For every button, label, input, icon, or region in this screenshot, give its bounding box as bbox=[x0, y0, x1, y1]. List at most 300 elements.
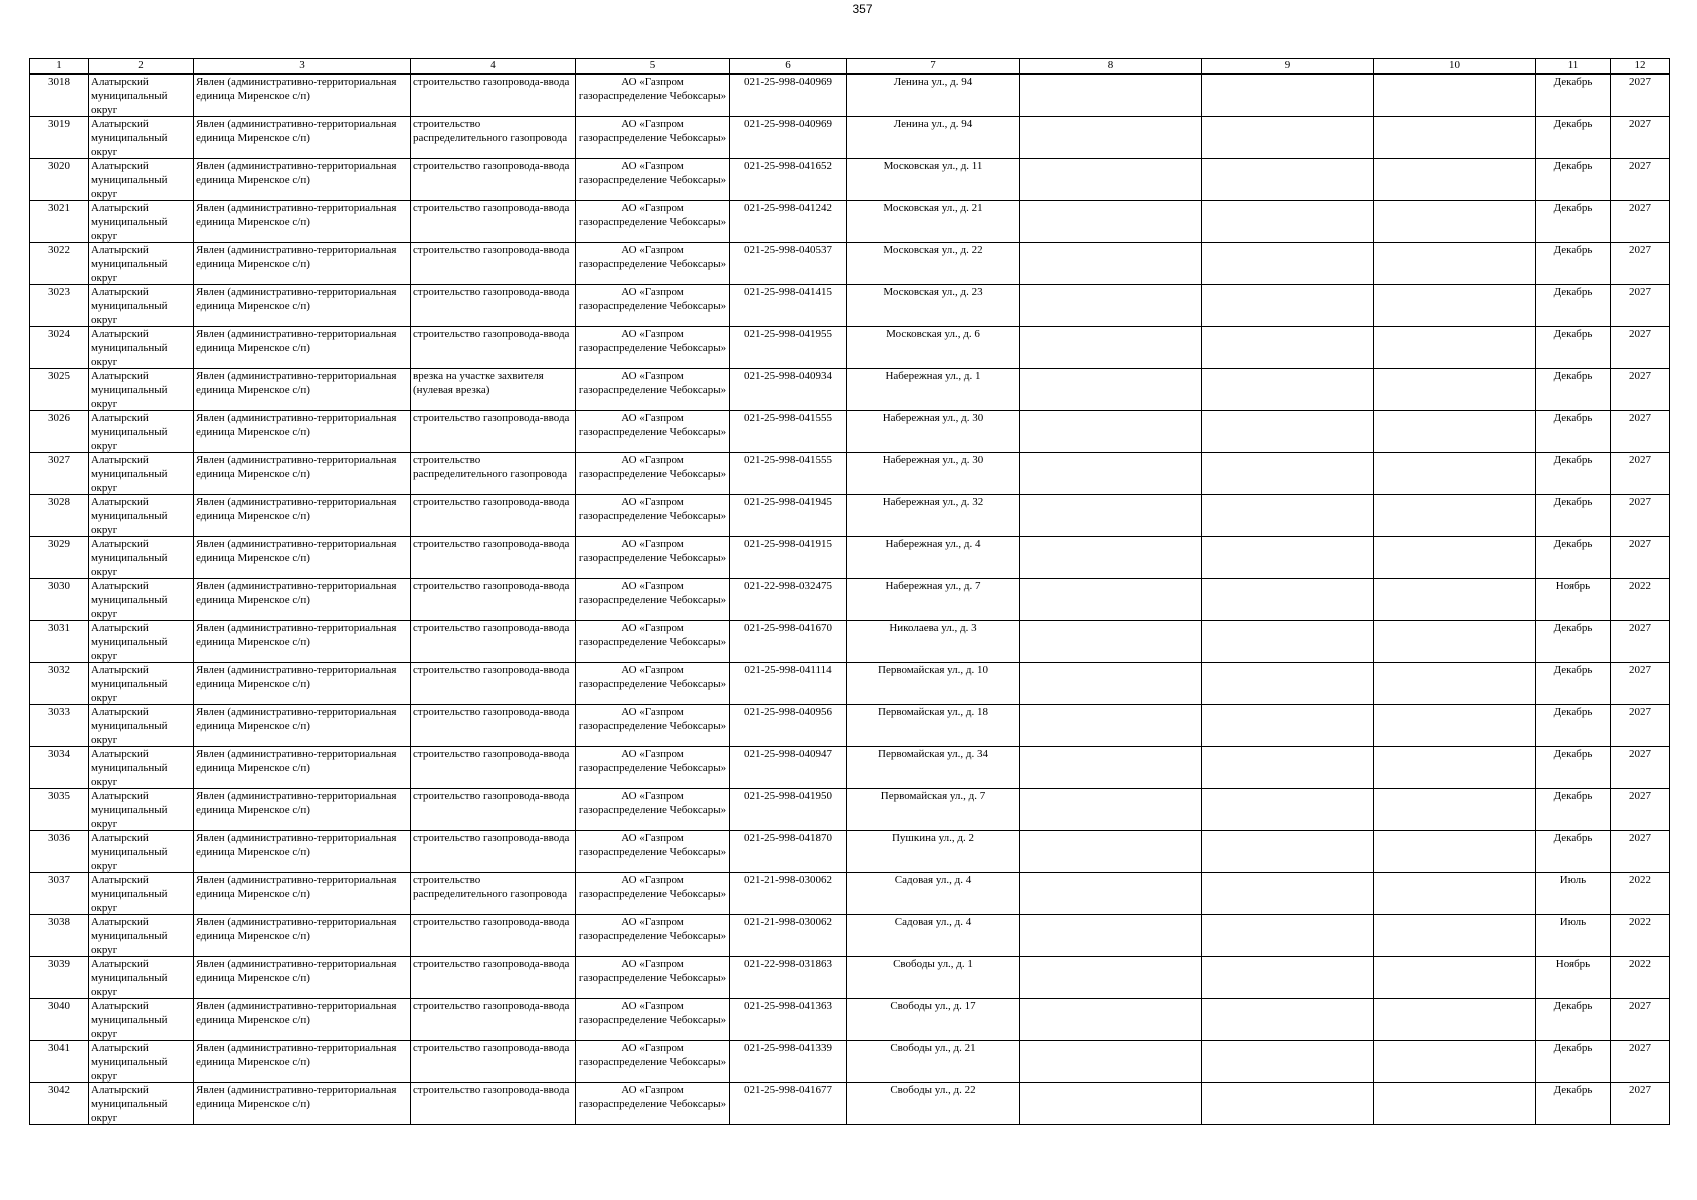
table-row bbox=[30, 495, 1670, 537]
address-cell bbox=[847, 369, 1020, 411]
year-cell bbox=[1611, 117, 1670, 159]
row-number-cell bbox=[30, 747, 89, 789]
column-10-cell bbox=[1374, 663, 1536, 705]
column-9-cell bbox=[1202, 957, 1374, 999]
row-number-cell bbox=[30, 453, 89, 495]
month-cell-text: Декабрь bbox=[1553, 790, 1593, 802]
column-10-cell bbox=[1374, 1041, 1536, 1083]
organization-cell-text: АО «Газпром газораспределение Чебоксары» bbox=[578, 664, 727, 690]
column-8-cell bbox=[1020, 495, 1202, 537]
settlement-cell bbox=[194, 663, 411, 705]
column-10-cell bbox=[1374, 159, 1536, 201]
month-cell bbox=[1536, 705, 1611, 747]
district-cell-text: Алатырский муниципальный округ bbox=[91, 160, 168, 200]
column-header: 6 bbox=[730, 59, 847, 75]
code-cell-text: 021-25-998-041652 bbox=[744, 160, 832, 172]
work-type-cell-text: строительство газопровода-ввода bbox=[413, 832, 570, 844]
month-cell bbox=[1536, 663, 1611, 705]
organization-cell-text: АО «Газпром газораспределение Чебоксары» bbox=[578, 916, 727, 942]
district-cell bbox=[89, 621, 194, 663]
work-type-cell-text: строительство газопровода-ввода bbox=[413, 748, 570, 760]
month-cell bbox=[1536, 159, 1611, 201]
work-type-cell bbox=[411, 285, 576, 327]
work-type-cell-text: строительство газопровода-ввода bbox=[413, 958, 570, 970]
address-cell-text: Первомайская ул., д. 7 bbox=[880, 790, 986, 802]
column-8-cell bbox=[1020, 74, 1202, 117]
year-cell bbox=[1611, 999, 1670, 1041]
settlement-cell bbox=[194, 537, 411, 579]
settlement-cell-text: Явлен (административно-территориальная единица Миренское с/п) bbox=[196, 328, 397, 354]
settlement-cell-text: Явлен (административно-территориальная единица Миренское с/п) bbox=[196, 706, 397, 732]
month-cell-text: Декабрь bbox=[1553, 1042, 1593, 1054]
work-type-cell bbox=[411, 201, 576, 243]
work-type-cell-text: строительство газопровода-ввода bbox=[413, 160, 570, 172]
column-9-cell bbox=[1202, 159, 1374, 201]
code-cell-text: 021-22-998-031863 bbox=[744, 958, 832, 970]
year-cell bbox=[1611, 243, 1670, 285]
organization-cell-text: АО «Газпром газораспределение Чебоксары» bbox=[578, 832, 727, 858]
work-type-cell-text: строительство газопровода-ввода bbox=[413, 1042, 570, 1054]
district-cell-text: Алатырский муниципальный округ bbox=[91, 118, 168, 158]
code-cell bbox=[730, 873, 847, 915]
table-row bbox=[30, 327, 1670, 369]
table-row bbox=[30, 621, 1670, 663]
year-cell bbox=[1611, 831, 1670, 873]
column-10-cell bbox=[1374, 369, 1536, 411]
address-cell-text: Набережная ул., д. 30 bbox=[882, 454, 984, 466]
column-9-cell bbox=[1202, 705, 1374, 747]
settlement-cell bbox=[194, 705, 411, 747]
address-cell bbox=[847, 74, 1020, 117]
work-type-cell bbox=[411, 873, 576, 915]
settlement-cell-text: Явлен (административно-территориальная единица Миренское с/п) bbox=[196, 1084, 397, 1110]
column-8-cell bbox=[1020, 789, 1202, 831]
work-type-cell-text: строительство газопровода-ввода bbox=[413, 202, 570, 214]
month-cell-text: Декабрь bbox=[1553, 286, 1593, 298]
column-9-cell bbox=[1202, 537, 1374, 579]
row-number-cell-text: 3034 bbox=[48, 748, 70, 760]
district-cell bbox=[89, 117, 194, 159]
column-header: 12 bbox=[1611, 59, 1670, 75]
work-type-cell-text: строительство газопровода-ввода bbox=[413, 790, 570, 802]
organization-cell bbox=[576, 1041, 730, 1083]
column-8-cell bbox=[1020, 999, 1202, 1041]
month-cell-text: Декабрь bbox=[1553, 118, 1593, 130]
code-cell-text: 021-25-998-041950 bbox=[744, 790, 832, 802]
organization-cell-text: АО «Газпром газораспределение Чебоксары» bbox=[578, 1000, 727, 1026]
table-row bbox=[30, 369, 1670, 411]
work-type-cell bbox=[411, 74, 576, 117]
work-type-cell bbox=[411, 579, 576, 621]
page-number: 357 bbox=[852, 2, 873, 16]
organization-cell bbox=[576, 453, 730, 495]
column-9-cell bbox=[1202, 369, 1374, 411]
work-type-cell-text: строительство газопровода-ввода bbox=[413, 286, 570, 298]
district-cell-text: Алатырский муниципальный округ bbox=[91, 790, 168, 830]
settlement-cell-text: Явлен (административно-территориальная единица Миренское с/п) bbox=[196, 244, 397, 270]
organization-cell-text: АО «Газпром газораспределение Чебоксары» bbox=[578, 622, 727, 648]
address-cell-text: Московская ул., д. 6 bbox=[886, 328, 980, 340]
code-cell bbox=[730, 285, 847, 327]
column-9-cell bbox=[1202, 495, 1374, 537]
row-number-cell-text: 3030 bbox=[48, 580, 70, 592]
district-cell-text: Алатырский муниципальный округ bbox=[91, 328, 168, 368]
work-type-cell bbox=[411, 705, 576, 747]
code-cell bbox=[730, 411, 847, 453]
column-header: 5 bbox=[576, 59, 730, 75]
month-cell-text: Декабрь bbox=[1553, 454, 1593, 466]
row-number-cell-text: 3018 bbox=[48, 76, 70, 88]
work-type-cell-text: строительство газопровода-ввода bbox=[413, 1084, 570, 1096]
column-9-cell bbox=[1202, 1041, 1374, 1083]
work-type-cell bbox=[411, 369, 576, 411]
table-row bbox=[30, 117, 1670, 159]
code-cell-text: 021-25-998-041955 bbox=[744, 328, 832, 340]
settlement-cell bbox=[194, 621, 411, 663]
district-cell-text: Алатырский муниципальный округ bbox=[91, 664, 168, 704]
code-cell-text: 021-25-998-040956 bbox=[744, 706, 832, 718]
year-cell-text: 2027 bbox=[1629, 454, 1651, 466]
work-type-cell bbox=[411, 663, 576, 705]
settlement-cell-text: Явлен (административно-территориальная единица Миренское с/п) bbox=[196, 1000, 397, 1026]
work-type-cell-text: строительство распределительного газопровода bbox=[413, 454, 568, 480]
district-cell-text: Алатырский муниципальный округ bbox=[91, 706, 168, 746]
settlement-cell-text: Явлен (административно-территориальная единица Миренское с/п) bbox=[196, 370, 397, 396]
code-cell bbox=[730, 243, 847, 285]
table-row bbox=[30, 1083, 1670, 1125]
work-type-cell bbox=[411, 789, 576, 831]
district-cell bbox=[89, 495, 194, 537]
table-row bbox=[30, 74, 1670, 117]
district-cell-text: Алатырский муниципальный округ bbox=[91, 496, 168, 536]
code-cell-text: 021-25-998-040537 bbox=[744, 244, 832, 256]
work-type-cell bbox=[411, 621, 576, 663]
column-header: 8 bbox=[1020, 59, 1202, 75]
row-number-cell-text: 3020 bbox=[48, 160, 70, 172]
table-row bbox=[30, 243, 1670, 285]
row-number-cell-text: 3037 bbox=[48, 874, 70, 886]
month-cell-text: Декабрь bbox=[1553, 622, 1593, 634]
address-cell-text: Московская ул., д. 21 bbox=[883, 202, 983, 214]
table-row bbox=[30, 873, 1670, 915]
district-cell-text: Алатырский муниципальный округ bbox=[91, 958, 168, 998]
year-cell-text: 2027 bbox=[1629, 664, 1651, 676]
month-cell-text: Июль bbox=[1559, 916, 1587, 928]
district-cell bbox=[89, 201, 194, 243]
work-type-cell-text: строительство распределительного газопровода bbox=[413, 118, 568, 144]
year-cell-text: 2027 bbox=[1629, 160, 1651, 172]
column-8-cell bbox=[1020, 1041, 1202, 1083]
address-cell-text: Ленина ул., д. 94 bbox=[893, 118, 973, 130]
month-cell-text: Декабрь bbox=[1553, 664, 1593, 676]
year-cell-text: 2027 bbox=[1629, 202, 1651, 214]
table-row bbox=[30, 285, 1670, 327]
column-header: 10 bbox=[1374, 59, 1536, 75]
year-cell-text: 2022 bbox=[1629, 916, 1651, 928]
organization-cell bbox=[576, 201, 730, 243]
row-number-cell-text: 3023 bbox=[48, 286, 70, 298]
column-10-cell bbox=[1374, 621, 1536, 663]
month-cell bbox=[1536, 117, 1611, 159]
column-10-cell bbox=[1374, 831, 1536, 873]
column-8-cell bbox=[1020, 411, 1202, 453]
year-cell bbox=[1611, 1083, 1670, 1125]
address-cell-text: Набережная ул., д. 1 bbox=[885, 370, 981, 382]
district-cell-text: Алатырский муниципальный округ bbox=[91, 916, 168, 956]
organization-cell bbox=[576, 285, 730, 327]
code-cell bbox=[730, 74, 847, 117]
column-10-cell bbox=[1374, 411, 1536, 453]
organization-cell bbox=[576, 537, 730, 579]
column-9-cell bbox=[1202, 621, 1374, 663]
month-cell bbox=[1536, 243, 1611, 285]
work-type-cell-text: строительство газопровода-ввода bbox=[413, 538, 570, 550]
table-row bbox=[30, 159, 1670, 201]
month-cell-text: Декабрь bbox=[1553, 412, 1593, 424]
address-cell-text: Свободы ул., д. 1 bbox=[893, 958, 973, 970]
settlement-cell-text: Явлен (административно-территориальная единица Миренское с/п) bbox=[196, 202, 397, 228]
address-cell bbox=[847, 327, 1020, 369]
column-header: 11 bbox=[1536, 59, 1611, 75]
district-cell bbox=[89, 453, 194, 495]
code-cell-text: 021-25-998-041242 bbox=[744, 202, 832, 214]
district-cell-text: Алатырский муниципальный округ bbox=[91, 76, 168, 116]
settlement-cell bbox=[194, 999, 411, 1041]
year-cell bbox=[1611, 453, 1670, 495]
year-cell-text: 2027 bbox=[1629, 328, 1651, 340]
organization-cell-text: АО «Газпром газораспределение Чебоксары» bbox=[578, 706, 727, 732]
settlement-cell bbox=[194, 327, 411, 369]
address-cell bbox=[847, 285, 1020, 327]
code-cell bbox=[730, 1083, 847, 1125]
code-cell-text: 021-21-998-030062 bbox=[744, 916, 832, 928]
work-type-cell bbox=[411, 1041, 576, 1083]
month-cell bbox=[1536, 999, 1611, 1041]
year-cell bbox=[1611, 915, 1670, 957]
address-cell bbox=[847, 453, 1020, 495]
year-cell bbox=[1611, 957, 1670, 999]
settlement-cell bbox=[194, 159, 411, 201]
column-header: 2 bbox=[89, 59, 194, 75]
row-number-cell-text: 3024 bbox=[48, 328, 70, 340]
organization-cell bbox=[576, 74, 730, 117]
organization-cell-text: АО «Газпром газораспределение Чебоксары» bbox=[578, 286, 727, 312]
settlement-cell-text: Явлен (административно-территориальная единица Миренское с/п) bbox=[196, 1042, 397, 1068]
column-8-cell bbox=[1020, 285, 1202, 327]
district-cell bbox=[89, 705, 194, 747]
settlement-cell bbox=[194, 873, 411, 915]
district-cell-text: Алатырский муниципальный округ bbox=[91, 244, 168, 284]
district-cell bbox=[89, 957, 194, 999]
code-cell-text: 021-25-998-040934 bbox=[744, 370, 832, 382]
code-cell bbox=[730, 915, 847, 957]
organization-cell bbox=[576, 243, 730, 285]
row-number-cell bbox=[30, 915, 89, 957]
row-number-cell-text: 3022 bbox=[48, 244, 70, 256]
organization-cell bbox=[576, 159, 730, 201]
settlement-cell bbox=[194, 579, 411, 621]
settlement-cell-text: Явлен (административно-территориальная единица Миренское с/п) bbox=[196, 958, 397, 984]
column-9-cell bbox=[1202, 873, 1374, 915]
year-cell-text: 2027 bbox=[1629, 286, 1651, 298]
code-cell bbox=[730, 159, 847, 201]
settlement-cell-text: Явлен (административно-территориальная единица Миренское с/п) bbox=[196, 832, 397, 858]
district-cell bbox=[89, 537, 194, 579]
district-cell bbox=[89, 789, 194, 831]
column-8-cell bbox=[1020, 537, 1202, 579]
address-cell bbox=[847, 789, 1020, 831]
address-cell-text: Первомайская ул., д. 18 bbox=[878, 706, 988, 718]
address-cell-text: Ленина ул., д. 94 bbox=[893, 76, 973, 88]
column-9-cell bbox=[1202, 663, 1374, 705]
year-cell bbox=[1611, 411, 1670, 453]
year-cell bbox=[1611, 1041, 1670, 1083]
month-cell-text: Декабрь bbox=[1553, 328, 1593, 340]
address-cell bbox=[847, 201, 1020, 243]
work-type-cell bbox=[411, 831, 576, 873]
work-type-cell bbox=[411, 747, 576, 789]
column-9-cell bbox=[1202, 453, 1374, 495]
column-10-cell bbox=[1374, 747, 1536, 789]
organization-cell bbox=[576, 705, 730, 747]
work-type-cell bbox=[411, 495, 576, 537]
column-8-cell bbox=[1020, 327, 1202, 369]
organization-cell-text: АО «Газпром газораспределение Чебоксары» bbox=[578, 202, 727, 228]
month-cell-text: Ноябрь bbox=[1555, 580, 1591, 592]
district-cell-text: Алатырский муниципальный округ bbox=[91, 580, 168, 620]
month-cell-text: Декабрь bbox=[1553, 748, 1593, 760]
district-cell bbox=[89, 411, 194, 453]
table-row bbox=[30, 411, 1670, 453]
organization-cell-text: АО «Газпром газораспределение Чебоксары» bbox=[578, 580, 727, 606]
row-number-cell bbox=[30, 74, 89, 117]
row-number-cell bbox=[30, 369, 89, 411]
organization-cell-text: АО «Газпром газораспределение Чебоксары» bbox=[578, 118, 727, 144]
row-number-cell-text: 3025 bbox=[48, 370, 70, 382]
code-cell-text: 021-25-998-041915 bbox=[744, 538, 832, 550]
column-8-cell bbox=[1020, 369, 1202, 411]
row-number-cell bbox=[30, 957, 89, 999]
settlement-cell bbox=[194, 285, 411, 327]
settlement-cell bbox=[194, 831, 411, 873]
settlement-cell-text: Явлен (административно-территориальная единица Миренское с/п) bbox=[196, 916, 397, 942]
row-number-cell bbox=[30, 327, 89, 369]
address-cell bbox=[847, 411, 1020, 453]
column-10-cell bbox=[1374, 579, 1536, 621]
year-cell-text: 2022 bbox=[1629, 580, 1651, 592]
organization-cell bbox=[576, 957, 730, 999]
address-cell-text: Первомайская ул., д. 10 bbox=[878, 664, 988, 676]
settlement-cell bbox=[194, 117, 411, 159]
row-number-cell bbox=[30, 789, 89, 831]
district-cell bbox=[89, 999, 194, 1041]
work-type-cell bbox=[411, 117, 576, 159]
year-cell bbox=[1611, 579, 1670, 621]
district-cell-text: Алатырский муниципальный округ bbox=[91, 1084, 168, 1124]
table-row bbox=[30, 537, 1670, 579]
settlement-cell-text: Явлен (административно-территориальная единица Миренское с/п) bbox=[196, 76, 397, 102]
work-type-cell-text: строительство газопровода-ввода bbox=[413, 706, 570, 718]
address-cell bbox=[847, 579, 1020, 621]
settlement-cell bbox=[194, 957, 411, 999]
organization-cell bbox=[576, 327, 730, 369]
district-cell-text: Алатырский муниципальный округ bbox=[91, 832, 168, 872]
address-cell bbox=[847, 705, 1020, 747]
settlement-cell-text: Явлен (административно-территориальная единица Миренское с/п) bbox=[196, 412, 397, 438]
district-cell-text: Алатырский муниципальный округ bbox=[91, 622, 168, 662]
month-cell-text: Ноябрь bbox=[1555, 958, 1591, 970]
column-9-cell bbox=[1202, 789, 1374, 831]
year-cell-text: 2027 bbox=[1629, 412, 1651, 424]
organization-cell bbox=[576, 411, 730, 453]
district-cell-text: Алатырский муниципальный округ bbox=[91, 286, 168, 326]
settlement-cell-text: Явлен (административно-территориальная единица Миренское с/п) bbox=[196, 580, 397, 606]
year-cell-text: 2022 bbox=[1629, 874, 1651, 886]
settlement-cell bbox=[194, 495, 411, 537]
organization-cell bbox=[576, 999, 730, 1041]
settlement-cell bbox=[194, 411, 411, 453]
column-header: 3 bbox=[194, 59, 411, 75]
organization-cell-text: АО «Газпром газораспределение Чебоксары» bbox=[578, 958, 727, 984]
settlement-cell-text: Явлен (административно-территориальная единица Миренское с/п) bbox=[196, 790, 397, 816]
year-cell bbox=[1611, 201, 1670, 243]
column-10-cell bbox=[1374, 537, 1536, 579]
year-cell-text: 2027 bbox=[1629, 622, 1651, 634]
column-10-cell bbox=[1374, 453, 1536, 495]
work-type-cell bbox=[411, 957, 576, 999]
table-row bbox=[30, 1041, 1670, 1083]
work-type-cell-text: строительство газопровода-ввода bbox=[413, 412, 570, 424]
work-type-cell-text: строительство газопровода-ввода bbox=[413, 496, 570, 508]
district-cell bbox=[89, 1083, 194, 1125]
year-cell bbox=[1611, 369, 1670, 411]
column-10-cell bbox=[1374, 495, 1536, 537]
row-number-cell-text: 3021 bbox=[48, 202, 70, 214]
work-type-cell-text: строительство газопровода-ввода bbox=[413, 76, 570, 88]
organization-cell-text: АО «Газпром газораспределение Чебоксары» bbox=[578, 1084, 727, 1110]
row-number-cell bbox=[30, 411, 89, 453]
year-cell bbox=[1611, 285, 1670, 327]
table-row bbox=[30, 915, 1670, 957]
row-number-cell bbox=[30, 201, 89, 243]
year-cell-text: 2027 bbox=[1629, 1084, 1651, 1096]
month-cell bbox=[1536, 957, 1611, 999]
district-cell bbox=[89, 663, 194, 705]
month-cell bbox=[1536, 873, 1611, 915]
organization-cell bbox=[576, 663, 730, 705]
settlement-cell bbox=[194, 747, 411, 789]
code-cell-text: 021-25-998-041670 bbox=[744, 622, 832, 634]
year-cell bbox=[1611, 74, 1670, 117]
settlement-cell-text: Явлен (административно-территориальная единица Миренское с/п) bbox=[196, 118, 397, 144]
row-number-cell bbox=[30, 873, 89, 915]
row-number-cell bbox=[30, 159, 89, 201]
month-cell bbox=[1536, 537, 1611, 579]
address-cell-text: Николаева ул., д. 3 bbox=[889, 622, 977, 634]
address-cell-text: Московская ул., д. 11 bbox=[883, 160, 983, 172]
settlement-cell-text: Явлен (административно-территориальная единица Миренское с/п) bbox=[196, 622, 397, 648]
year-cell bbox=[1611, 789, 1670, 831]
column-9-cell bbox=[1202, 243, 1374, 285]
year-cell-text: 2027 bbox=[1629, 370, 1651, 382]
code-cell-text: 021-25-998-041339 bbox=[744, 1042, 832, 1054]
work-type-cell bbox=[411, 453, 576, 495]
organization-cell-text: АО «Газпром газораспределение Чебоксары» bbox=[578, 748, 727, 774]
column-10-cell bbox=[1374, 915, 1536, 957]
work-type-cell bbox=[411, 999, 576, 1041]
work-type-cell-text: строительство газопровода-ввода bbox=[413, 580, 570, 592]
district-cell bbox=[89, 285, 194, 327]
